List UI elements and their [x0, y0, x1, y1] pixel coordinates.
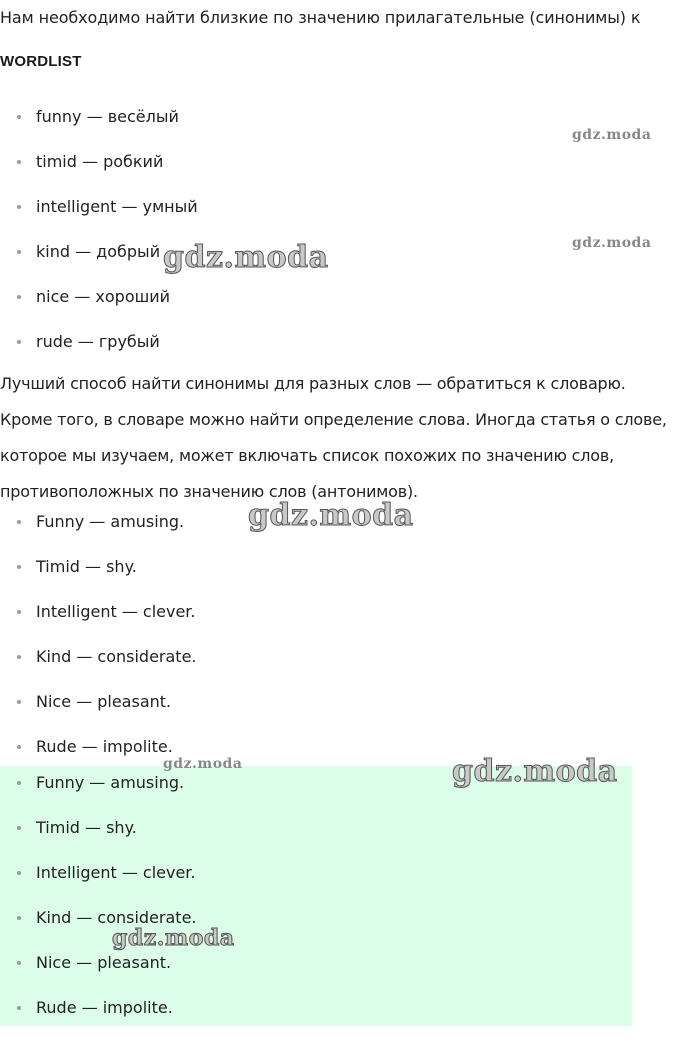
list-item: intelligent — умный	[0, 195, 198, 240]
synonyms-list	[0, 510, 197, 780]
bullet-icon	[17, 700, 21, 704]
intro-text: Нам необходимо найти близкие по значению прилагательные (синонимы) к	[0, 8, 641, 27]
watermark: gdz.moda	[572, 127, 652, 143]
list-item: Rude — impolite.	[0, 996, 197, 1041]
bullet-icon	[17, 115, 21, 119]
paragraph-line: которое мы изучаем, может включать список похожих по значению слов,	[0, 446, 614, 465]
bullet-icon	[17, 340, 21, 344]
list-item: Funny — amusing.	[0, 771, 197, 816]
bullet-icon	[17, 916, 21, 920]
list-item: Funny — amusing.	[0, 510, 197, 555]
bullet-icon	[17, 610, 21, 614]
list-item: Kind — considerate.	[0, 906, 197, 951]
bullet-icon	[17, 826, 21, 830]
list-item: timid — робкий	[0, 150, 198, 195]
bullet-icon	[17, 520, 21, 524]
watermark: gdz.moda	[248, 498, 414, 533]
list-item: funny — весёлый	[0, 105, 198, 150]
bullet-icon	[17, 871, 21, 875]
bullet-icon	[17, 205, 21, 209]
list-item: rude — грубый	[0, 330, 198, 375]
list-item: kind — добрый	[0, 240, 198, 285]
paragraph-line: противоположных по значению слов (антонимов).	[0, 482, 418, 501]
list-item: Nice — pleasant.	[0, 951, 197, 996]
bullet-icon	[17, 250, 21, 254]
list-item: nice — хороший	[0, 285, 198, 330]
list-item: Rude — impolite.	[0, 735, 197, 780]
list-item: Intelligent — clever.	[0, 600, 197, 645]
watermark: gdz.moda	[163, 756, 243, 772]
paragraph-line: Лучший способ найти синонимы для разных слов — обратиться к словарю.	[0, 374, 626, 393]
bullet-icon	[17, 295, 21, 299]
list-item: Nice — pleasant.	[0, 690, 197, 735]
wordlist-heading: WORDLIST	[0, 53, 82, 70]
watermark: gdz.moda	[452, 754, 618, 789]
bullet-icon	[17, 745, 21, 749]
list-item: Timid — shy.	[0, 816, 197, 861]
watermark: gdz.moda	[112, 925, 235, 951]
bullet-icon	[17, 781, 21, 785]
bullet-icon	[17, 961, 21, 965]
watermark: gdz.moda	[572, 235, 652, 251]
watermark: gdz.moda	[163, 240, 329, 275]
explanation-paragraph	[0, 366, 680, 510]
paragraph-line: Кроме того, в словаре можно найти определение слова. Иногда статья о слове,	[0, 410, 667, 429]
list-item: Timid — shy.	[0, 555, 197, 600]
bullet-icon	[17, 655, 21, 659]
bullet-icon	[17, 565, 21, 569]
answer-synonyms-list	[0, 771, 197, 1041]
bullet-icon	[17, 1006, 21, 1010]
list-item: Kind — considerate.	[0, 645, 197, 690]
list-item: Intelligent — clever.	[0, 861, 197, 906]
bullet-icon	[17, 160, 21, 164]
